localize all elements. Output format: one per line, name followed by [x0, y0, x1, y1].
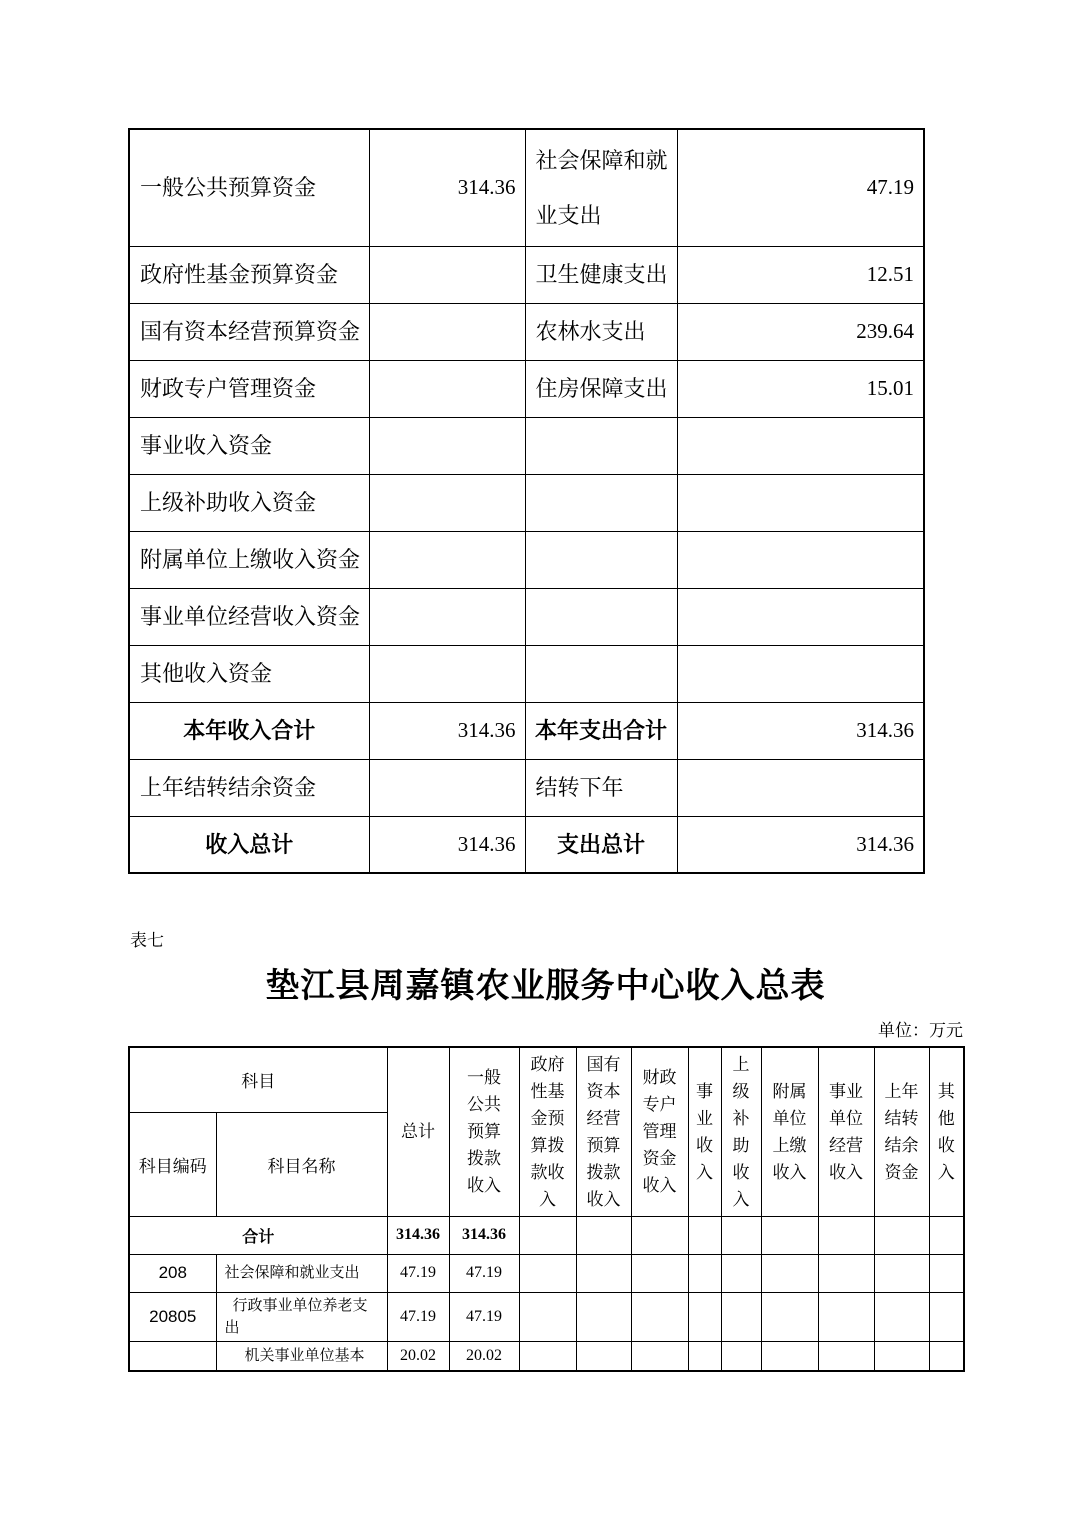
expense-amount	[677, 588, 924, 645]
income-amount	[369, 474, 525, 531]
expense-amount: 314.36	[677, 702, 924, 759]
expense-amount	[677, 474, 924, 531]
expense-amount	[677, 417, 924, 474]
summary-row	[129, 246, 924, 303]
summary-row	[129, 645, 924, 702]
expense-item-label: 支出总计	[525, 816, 677, 873]
amount-cell: 20.02	[449, 1341, 519, 1371]
expense-item-label: 农林水支出	[525, 303, 677, 360]
value-column-header	[721, 1047, 761, 1216]
expense-amount: 314.36	[677, 816, 924, 873]
amount-cell: 47.19	[387, 1292, 449, 1341]
income-item-label: 收入总计	[129, 816, 369, 873]
income-item-label: 其他收入资金	[129, 645, 369, 702]
value-column-header-label: 其他收入	[937, 1081, 955, 1182]
amount-cell	[631, 1341, 688, 1371]
expense-item-label: 社会保障和就业支出	[525, 129, 677, 246]
income-item-label: 财政专户管理资金	[129, 360, 369, 417]
amount-cell	[519, 1292, 576, 1341]
amount-cell: 314.36	[387, 1216, 449, 1254]
summary-row	[129, 417, 924, 474]
value-column-header	[576, 1047, 631, 1216]
income-item-label: 上年结转结余资金	[129, 759, 369, 816]
income-item-label: 事业单位经营收入资金	[129, 588, 369, 645]
expense-item-label	[525, 417, 677, 474]
value-column-header	[688, 1047, 721, 1216]
summary-row	[129, 816, 924, 873]
value-column-header-label: 附属单位上缴收入	[772, 1081, 807, 1182]
table-row	[129, 1292, 964, 1341]
unit-label: 单位：万元	[878, 1021, 963, 1040]
amount-cell	[721, 1254, 761, 1292]
header-subject: 科目	[129, 1047, 387, 1112]
income-expense-summary-table	[128, 128, 925, 874]
income-amount	[369, 303, 525, 360]
amount-cell	[631, 1254, 688, 1292]
amount-cell: 47.19	[449, 1254, 519, 1292]
amount-cell	[688, 1216, 721, 1254]
income-amount: 314.36	[369, 702, 525, 759]
value-column-header-label: 政府性基金预算拨款收入	[530, 1054, 565, 1209]
income-item-label: 上级补助收入资金	[129, 474, 369, 531]
amount-cell	[929, 1216, 964, 1254]
expense-item-label: 卫生健康支出	[525, 246, 677, 303]
value-column-header-label: 上年结转结余资金	[884, 1081, 919, 1182]
expense-item-label	[525, 645, 677, 702]
income-detail-table	[128, 1046, 965, 1372]
amount-cell	[631, 1292, 688, 1341]
value-column-header	[519, 1047, 576, 1216]
total-row	[129, 1216, 964, 1254]
amount-cell	[818, 1292, 874, 1341]
expense-amount: 239.64	[677, 303, 924, 360]
amount-cell	[929, 1254, 964, 1292]
table-seven-tag: 表七	[130, 931, 164, 950]
subject-code-cell	[129, 1341, 216, 1371]
expense-amount	[677, 645, 924, 702]
income-amount	[369, 645, 525, 702]
value-column-header	[874, 1047, 929, 1216]
amount-cell: 314.36	[449, 1216, 519, 1254]
value-column-header	[631, 1047, 688, 1216]
income-item-label: 本年收入合计	[129, 702, 369, 759]
value-column-header	[818, 1047, 874, 1216]
value-column-header-label: 财政专户管理资金收入	[642, 1068, 677, 1196]
amount-cell	[519, 1254, 576, 1292]
expense-item-label	[525, 531, 677, 588]
subject-name-cell: 社会保障和就业支出	[216, 1254, 387, 1292]
amount-cell	[761, 1254, 818, 1292]
summary-row	[129, 588, 924, 645]
subject-name-cell: 机关事业单位基本	[216, 1341, 387, 1371]
income-amount	[369, 360, 525, 417]
expense-amount	[677, 759, 924, 816]
expense-amount: 47.19	[677, 129, 924, 246]
amount-cell	[519, 1341, 576, 1371]
income-item-label: 事业收入资金	[129, 417, 369, 474]
amount-cell: 20.02	[387, 1341, 449, 1371]
income-item-label: 一般公共预算资金	[129, 129, 369, 246]
page-title: 垫江县周嘉镇农业服务中心收入总表	[265, 967, 826, 1005]
amount-cell	[688, 1254, 721, 1292]
amount-cell	[818, 1216, 874, 1254]
value-column-header-label: 一般公共预算拨款收入	[467, 1068, 501, 1196]
value-column-header	[761, 1047, 818, 1216]
expense-item-label	[525, 588, 677, 645]
subject-name-cell: 行政事业单位养老支出	[216, 1292, 387, 1341]
amount-cell	[929, 1292, 964, 1341]
summary-row	[129, 303, 924, 360]
amount-cell	[721, 1292, 761, 1341]
income-amount: 314.36	[369, 129, 525, 246]
income-amount	[369, 759, 525, 816]
amount-cell	[576, 1292, 631, 1341]
expense-amount: 15.01	[677, 360, 924, 417]
total-label-cell: 合计	[129, 1216, 387, 1254]
amount-cell	[874, 1292, 929, 1341]
summary-row	[129, 360, 924, 417]
subject-code-cell: 208	[129, 1254, 216, 1292]
income-item-label: 国有资本经营预算资金	[129, 303, 369, 360]
value-column-header-label: 上级补助收入	[732, 1054, 750, 1209]
value-column-header-label: 总计	[401, 1122, 435, 1142]
amount-cell	[721, 1216, 761, 1254]
amount-cell	[818, 1254, 874, 1292]
income-amount	[369, 531, 525, 588]
expense-item-label: 结转下年	[525, 759, 677, 816]
value-column-header	[929, 1047, 964, 1216]
header-subject-name: 科目名称	[216, 1112, 387, 1216]
expense-amount	[677, 531, 924, 588]
expense-item-label: 住房保障支出	[525, 360, 677, 417]
income-item-label: 政府性基金预算资金	[129, 246, 369, 303]
summary-row	[129, 759, 924, 816]
summary-row	[129, 474, 924, 531]
summary-row	[129, 129, 924, 246]
expense-item-label	[525, 474, 677, 531]
amount-cell	[929, 1341, 964, 1371]
amount-cell	[519, 1216, 576, 1254]
amount-cell	[576, 1254, 631, 1292]
income-amount	[369, 246, 525, 303]
expense-amount: 12.51	[677, 246, 924, 303]
amount-cell	[721, 1341, 761, 1371]
amount-cell	[874, 1216, 929, 1254]
income-item-label: 附属单位上缴收入资金	[129, 531, 369, 588]
income-amount	[369, 588, 525, 645]
amount-cell	[688, 1341, 721, 1371]
value-column-header-label: 事业单位经营收入	[829, 1081, 863, 1182]
value-column-header-label: 事业收入	[696, 1081, 713, 1182]
amount-cell	[576, 1341, 631, 1371]
expense-item-label: 本年支出合计	[525, 702, 677, 759]
amount-cell	[761, 1216, 818, 1254]
summary-row	[129, 531, 924, 588]
subject-code-cell: 20805	[129, 1292, 216, 1341]
income-amount: 314.36	[369, 816, 525, 873]
amount-cell	[761, 1292, 818, 1341]
value-column-header-label: 国有资本经营预算拨款收入	[586, 1054, 621, 1209]
amount-cell	[874, 1341, 929, 1371]
income-amount	[369, 417, 525, 474]
amount-cell	[576, 1216, 631, 1254]
table-row	[129, 1341, 964, 1371]
amount-cell	[688, 1292, 721, 1341]
header-subject-code: 科目编码	[129, 1112, 216, 1216]
amount-cell: 47.19	[387, 1254, 449, 1292]
table-row	[129, 1254, 964, 1292]
value-column-header	[449, 1047, 519, 1216]
amount-cell: 47.19	[449, 1292, 519, 1341]
summary-row	[129, 702, 924, 759]
amount-cell	[761, 1341, 818, 1371]
amount-cell	[818, 1341, 874, 1371]
value-column-header	[387, 1047, 449, 1216]
amount-cell	[874, 1254, 929, 1292]
amount-cell	[631, 1216, 688, 1254]
